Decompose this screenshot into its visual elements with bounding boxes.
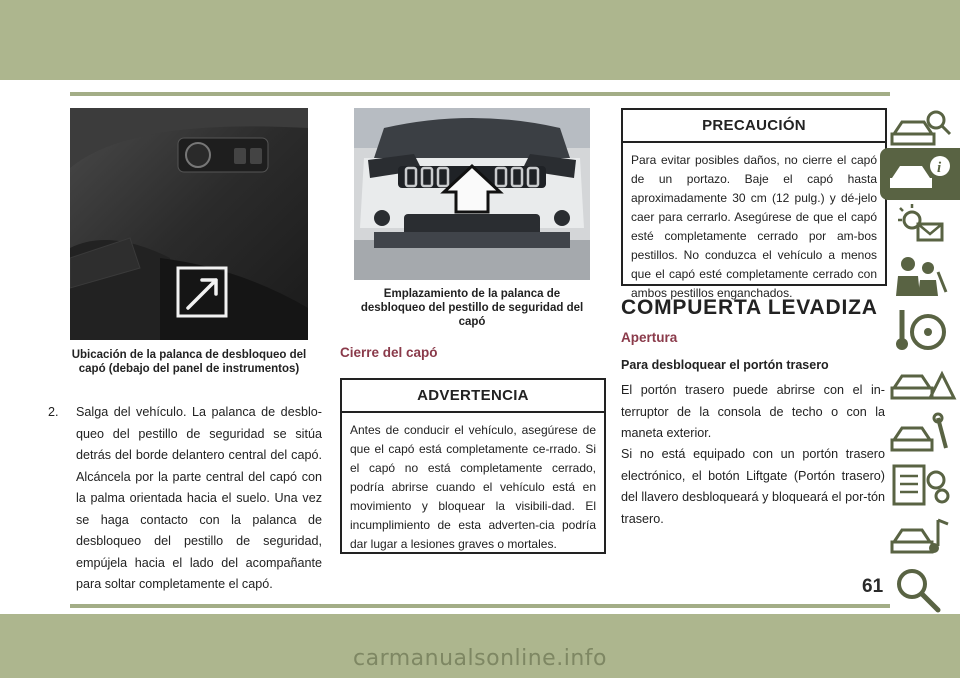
bottom-rule — [70, 604, 890, 608]
caution-title: PRECAUCIÓN — [623, 110, 885, 143]
figure1-caption: Ubicación de la palanca de desbloqueo del capó (debajo del panel de instrumentos) — [71, 349, 307, 375]
vehicle-illustration — [354, 108, 590, 280]
paragraph-1: El portón trasero puede abrirse con el in-terruptor de la consola de techo o con la maneta exterior. — [621, 383, 885, 440]
magnifier-icon[interactable] — [888, 564, 960, 616]
watermark: carmanualsonline.info — [353, 646, 607, 671]
warning-box — [340, 378, 606, 554]
caution-box — [621, 108, 887, 300]
paragraph-2: Si no está equipado con un portón trasero electrónico, el botón Liftgate (Portón trasero) del llavero desbloqueará y bloqueará el por-tón trasero. — [621, 447, 885, 526]
figure2-caption: Emplazamiento de la palanca de desbloqueo del pestillo de seguridad del capó — [360, 288, 584, 328]
bold-instruction: Para desbloquear el portón trasero — [621, 358, 829, 372]
top-rule — [70, 92, 890, 96]
car-info-icon[interactable] — [880, 148, 960, 200]
section-title-cierre: Cierre del capó — [340, 345, 438, 360]
checklist-gears-icon[interactable] — [888, 460, 960, 512]
page-number: 61 — [862, 576, 884, 597]
caution-text: Para evitar posibles daños, no cierre el capó de un portazo. Baje el capó hasta aproximadamente 30 cm (12 pulg.) y dé-jelo caer para cerrarlo. Asegúrese de que el capó esté completamente cerrado por am-bos pestillos. No conduzca el vehículo a menos que el capó esté completamente cerrado con ambos pestillos enganchados. — [631, 153, 877, 300]
warning-text: Antes de conducir el vehículo, asegúrese de que el capó está completamente ce-rrado. Si el capó no está completamente cerrado, podría abrirse cuando el vehículo está en movimiento y bloquear la visibili-dad. El incumplimiento de esta adverten-cia podría dar lugar a lesiones graves o mortales. — [350, 423, 596, 551]
hood-release-lever-photo — [70, 108, 308, 340]
subsection-title-apertura: Apertura — [621, 330, 678, 345]
vehicle-front-photo — [354, 108, 590, 280]
key-steering-wheel-icon[interactable] — [888, 304, 960, 356]
car-wrench-icon[interactable] — [888, 408, 960, 460]
top-band — [0, 0, 960, 80]
car-warning-icon[interactable] — [888, 356, 960, 408]
warning-title: ADVERTENCIA — [342, 380, 604, 413]
people-airbag-icon[interactable] — [888, 252, 960, 304]
step-text: Salga del vehículo. La palanca de desblo-queo del pestillo de seguridad se sitúa detrás del borde delantero central del capó. Alcáncela por la parte central del capó con la palma orientada hacia el suelo. Una vez se haga contacto con la palanca de desbloqueo del pestillo de seguridad, empújela hacia el lado del acompañante para soltar completamente el capó. — [76, 405, 322, 591]
dashboard-warning-message-icon[interactable] — [888, 200, 960, 252]
section-title-compuerta: COMPUERTA LEVADIZA — [621, 296, 878, 319]
svg-text:i: i — [937, 160, 942, 176]
dashboard-illustration — [70, 108, 308, 340]
car-music-icon[interactable] — [888, 512, 960, 564]
step-2 — [48, 402, 322, 596]
step-number: 2. — [48, 405, 59, 419]
